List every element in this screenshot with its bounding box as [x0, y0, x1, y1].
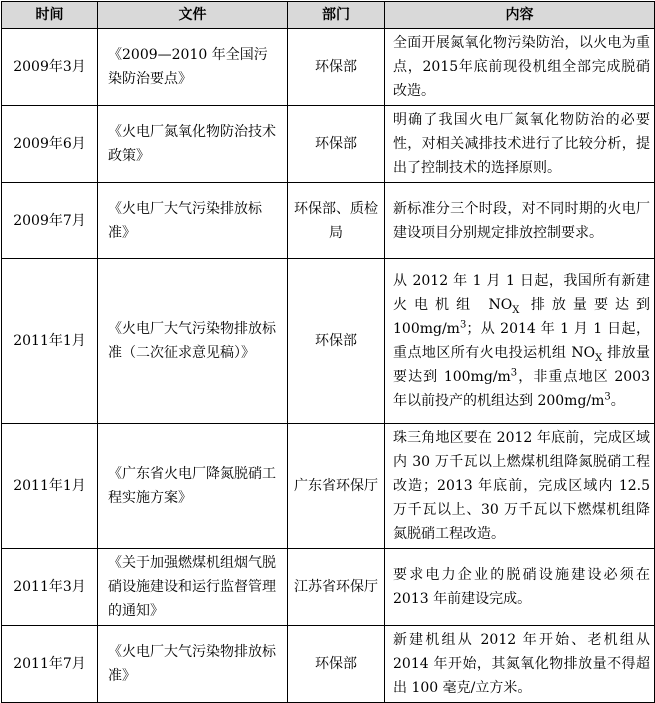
- cell-dept: 广东省环保厅: [288, 424, 385, 549]
- table-row: [2, 424, 655, 549]
- cell-content: 珠三角地区要在 2012 年底前，完成区域内 30 万千瓦以上燃煤机组降氮脱硝工程改造；2013 年底前，完成区域内 12.5 万千瓦以上、30 万千瓦以下燃煤机组降氮脱硝工程改造。: [385, 424, 655, 549]
- cell-dept: 环保部、质检局: [288, 183, 385, 259]
- cell-time: 2009年6月: [2, 106, 98, 183]
- table-row: [2, 626, 655, 703]
- header-time: 时间: [2, 2, 98, 29]
- cell-file: 《关于加强燃煤机组烟气脱硝设施建设和运行监督管理的通知》: [98, 549, 288, 626]
- cell-file: 《火电厂大气污染物排放标准（二次征求意见稿）》: [98, 259, 288, 424]
- cell-file: 《火电厂氮氧化物防治技术政策》: [98, 106, 288, 183]
- cell-dept: 环保部: [288, 106, 385, 183]
- cell-time: 2011年7月: [2, 626, 98, 703]
- header-content: 内容: [385, 2, 655, 29]
- cell-content: 新建机组从 2012 年开始、老机组从 2014 年开始，其氮氧化物排放量不得超出 100 毫克/立方米。: [385, 626, 655, 703]
- policy-table: [1, 1, 655, 703]
- cell-time: 2009年3月: [2, 29, 98, 106]
- table-row: [2, 259, 655, 424]
- header-dept: 部门: [288, 2, 385, 29]
- header-file: 文件: [98, 2, 288, 29]
- cell-dept: 环保部: [288, 259, 385, 424]
- cell-content: 要求电力企业的脱硝设施建设必须在 2013 年前建设完成。: [385, 549, 655, 626]
- cell-dept: 环保部: [288, 29, 385, 106]
- cell-file: 《2009—2010 年全国污染防治要点》: [98, 29, 288, 106]
- cell-content: 从 2012 年 1 月 1 日起，我国所有新建火电机组 $NO_X$ 排放量要达到 $100mg/m^3$；从 2014 年 1 月 1 日起，重点地区所有火电投运机组 $NO_X$ 排放量要达到 $100mg/m^3$，非重点地区 2003 年以前投产的机组达到 $200mg/m^3$。: [385, 259, 655, 424]
- cell-dept: 江苏省环保厅: [288, 549, 385, 626]
- cell-file: 《火电厂大气污染物排放标准》: [98, 626, 288, 703]
- cell-time: 2009年7月: [2, 183, 98, 259]
- table-row: [2, 106, 655, 183]
- cell-dept: 环保部: [288, 626, 385, 703]
- cell-file: 《火电厂大气污染排放标准》: [98, 183, 288, 259]
- cell-time: 2011年1月: [2, 259, 98, 424]
- table-row: [2, 549, 655, 626]
- header-row: [2, 2, 655, 29]
- table-row: [2, 29, 655, 106]
- cell-file: 《广东省火电厂降氮脱硝工程实施方案》: [98, 424, 288, 549]
- table-row: [2, 183, 655, 259]
- cell-content: 新标准分三个时段，对不同时期的火电厂建设项目分别规定排放控制要求。: [385, 183, 655, 259]
- cell-time: 2011年3月: [2, 549, 98, 626]
- cell-content: 明确了我国火电厂氮氧化物防治的必要性，对相关减排技术进行了比较分析，提出了控制技术的选择原则。: [385, 106, 655, 183]
- cell-time: 2011年1月: [2, 424, 98, 549]
- cell-content: 全面开展氮氧化物污染防治，以火电为重点，2015年底前现役机组全部完成脱硝改造。: [385, 29, 655, 106]
